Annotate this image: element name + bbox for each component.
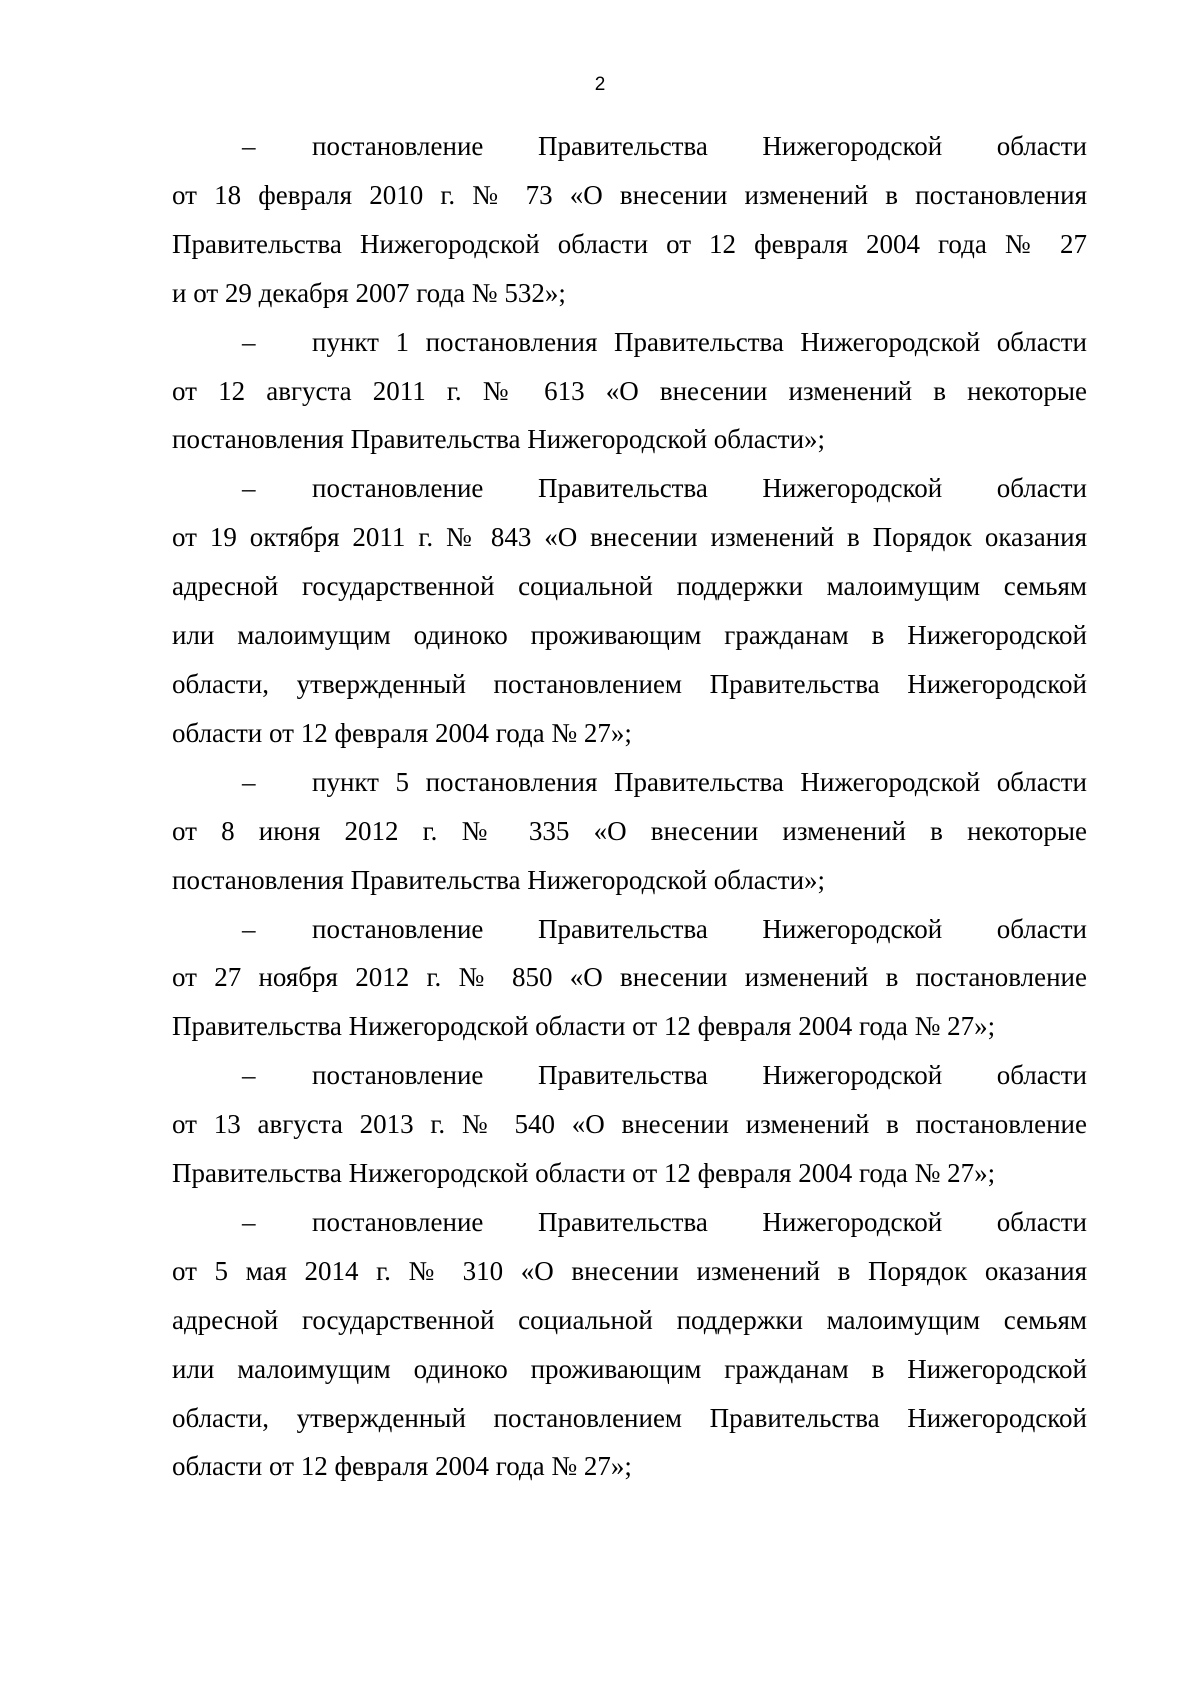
list-dash: – bbox=[242, 913, 256, 944]
list-item-text-line: постановление Правительства Нижегородской области bbox=[312, 131, 1087, 161]
list-item-text-line: постановление Правительства Нижегородской области bbox=[312, 1206, 1087, 1237]
list-item-text-line: пункт 1 постановления Правительства Нижегородской области bbox=[312, 326, 1087, 357]
list-item-text-line: от 18 февраля 2010 г. № 73 «О внесении изменений в постановления bbox=[172, 179, 1087, 210]
list-item-text-line: от 8 июня 2012 г. № 335 «О внесении изменений в некоторые bbox=[172, 815, 1087, 846]
list-dash: – bbox=[242, 131, 256, 161]
page-number: 2 bbox=[594, 74, 606, 95]
list-item bbox=[172, 464, 1087, 757]
list-item-text-line: постановления Правительства Нижегородской области»; bbox=[172, 424, 826, 455]
list-item bbox=[172, 318, 1087, 465]
list-item bbox=[172, 1198, 1087, 1491]
list-item-text-line: Правительства Нижегородской области от 12 февраля 2004 года № 27 bbox=[172, 228, 1087, 259]
list-item-text-line: области от 12 февраля 2004 года № 27»; bbox=[172, 1451, 632, 1482]
list-item-text-line: адресной государственной социальной поддержки малоимущим семьям bbox=[172, 1304, 1087, 1335]
list-item-text-line: от 13 августа 2013 г. № 540 «О внесении изменений в постановление bbox=[172, 1109, 1087, 1140]
list-item-text-line: и от 29 декабря 2007 года № 532»; bbox=[172, 277, 566, 308]
list-item-text-line: области, утвержденный постановлением Правительства Нижегородской bbox=[172, 1402, 1087, 1433]
list-dash: – bbox=[242, 1206, 256, 1237]
list-item bbox=[172, 758, 1087, 905]
list-item-text-line: адресной государственной социальной поддержки малоимущим семьям bbox=[172, 571, 1087, 602]
list-item-text-line: от 12 августа 2011 г. № 613 «О внесении изменений в некоторые bbox=[172, 375, 1087, 406]
list-dash: – bbox=[242, 766, 256, 797]
list-dash: – bbox=[242, 326, 256, 357]
list-item-text-line: от 19 октября 2011 г. № 843 «О внесении изменений в Порядок оказания bbox=[172, 522, 1087, 553]
list-item bbox=[172, 905, 1087, 1052]
list-item-text-line: постановления Правительства Нижегородской области»; bbox=[172, 864, 826, 895]
list-item-text-line: пункт 5 постановления Правительства Нижегородской области bbox=[312, 766, 1087, 797]
list-item-text-line: постановление Правительства Нижегородской области bbox=[312, 913, 1087, 944]
list-item-text-line: Правительства Нижегородской области от 12 февраля 2004 года № 27»; bbox=[172, 1011, 996, 1042]
list-item-text-line: области, утвержденный постановлением Правительства Нижегородской bbox=[172, 668, 1087, 699]
list-item-text-line: постановление Правительства Нижегородской области bbox=[312, 473, 1087, 504]
list-item bbox=[172, 122, 1087, 318]
list-dash: – bbox=[242, 473, 256, 504]
list-dash: – bbox=[242, 1060, 256, 1091]
list-item-text-line: от 5 мая 2014 г. № 310 «О внесении изменений в Порядок оказания bbox=[172, 1255, 1087, 1286]
list-item-text-line: или малоимущим одиноко проживающим гражданам в Нижегородской bbox=[172, 620, 1087, 651]
list-item-text-line: от 27 ноября 2012 г. № 850 «О внесении изменений в постановление bbox=[172, 962, 1087, 993]
document-body bbox=[172, 122, 1087, 1491]
list-item-text-line: постановление Правительства Нижегородской области bbox=[312, 1060, 1087, 1091]
list-item-text-line: или малоимущим одиноко проживающим гражданам в Нижегородской bbox=[172, 1353, 1087, 1384]
list-item bbox=[172, 1051, 1087, 1198]
list-item-text-line: Правительства Нижегородской области от 12 февраля 2004 года № 27»; bbox=[172, 1158, 996, 1189]
list-item-text-line: области от 12 февраля 2004 года № 27»; bbox=[172, 717, 632, 748]
